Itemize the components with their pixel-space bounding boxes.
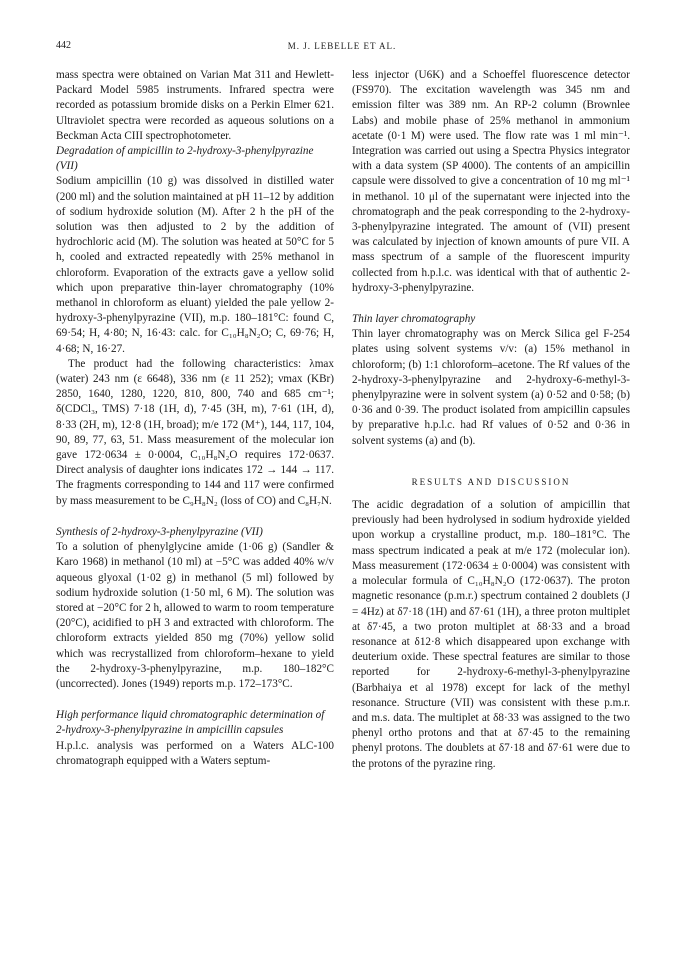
paragraph: The product had the following characteristics: λmax (water) 243 nm (ε 6648), 336 nm (ε 11 252); νmax (KBr) 2850, 1640, 1280, 1220, 810, 800, 740 and 685 cm⁻¹; δ(CDCl₃, TMS) 7·18 (1H, d), 7·45 (3H, m), 7·61 (1H, d), 8·33 (2H, m), 12·8 (1H, broad); m/e 172 (M⁺), 144, 117, 104, 90, 89, 77, 63, 51. Mass measurement of the molecular ion gave 172·0634 ± 0·0004, C₁₀H₈N₂O requires 172·0637. Direct analysis of daughter ions indicates 172 → 144 → 117. The fragments corresponding to 144 and 117 were confirmed by mass measurement to be C₉H₈N₂ (loss of CO) and C₈H₇N. <box>56 357 334 507</box>
paragraph: mass spectra were obtained on Varian Mat 311 and Hewlett-Packard Model 5985 instruments. Infrared spectra were recorded as potassium bromide disks on a Perkin Elmer 621. Ultraviolet spectra were recorded as aqueous solutions on a Beckman Acta CIII spectrophotometer. <box>56 69 334 142</box>
paragraph: Sodium ampicillin (10 g) was dissolved in distilled water (200 ml) and the solution maintained at pH 11–12 by addition of sodium hydroxide solution (M). After 2 h the pH of the solution was then adjusted to 2 by the addition of hydrochloric acid (M). The solution was heated at 50°C for 5 h, cooled and extracted repeatedly with 25% methanol in chloroform. Evaporation of the extracts gave a yellow solid which upon preparative thin-layer chromatography (10% methanol in chloroform as eluant) yielded the pale yellow 2-hydroxy-3-phenylpyrazine (VII), m.p. 180–181°C: found C, 69·54; H, 4·80; N, 16·43: calc. for C₁₀H₈N₂O; C, 69·76; H, 4·68; N, 16·27. <box>56 175 334 355</box>
section-heading: RESULTS AND DISCUSSION <box>411 476 571 487</box>
paragraph: The acidic degradation of a solution of ampicillin that previously had been hydrolysed in sodium hydroxide yielded upon workup a crystalline product, m.p. 180–181°C. The mass spectrum indicated a peak at m/e 172 (molecular ion). Mass measurement (172·0634 ± 0·0004) was consistent with a molecular formula of C₁₀H₈N₂O (172·0637). The proton magnetic resonance (p.m.r.) spectrum contained 2 doublets (J = 4Hz) at δ7·18 (1H) and δ7·61 (1H), a three proton multiplet at δ7·45, a two proton multiplet at δ8·33 and a broad resonance at δ12·8 which disappeared upon exchange with deuterium oxide. These spectral features are similar to those reported for 2-hydroxy-6-methyl-3-phenylpyrazine (Barbhaiya et al 1978) except for lack of the methyl resonance. Structure (VII) was consistent with these p.m.r. and m.s. data. The multiplet at δ8·33 was assigned to the two phenyl ortho protons and that at δ7·45 to the remaining phenyl protons. The doublets at δ7·18 and δ7·61 were due to the protons of the pyrazine ring. <box>352 499 630 770</box>
paragraph: To a solution of phenylglycine amide (1·06 g) (Sandler & Karo 1968) in methanol (10 ml) at −5°C was added 40% w/v aqueous glyoxal (1·02 g) in methanol (5 ml) followed by sodium hydroxide solution (1·50 ml, 6 M). The solution was stored at −20°C for 2 h, allowed to warm to room temperature (20°C), acidified to pH 3 and extracted with chloroform. The chloroform extracts yielded 850 mg (70%) yellow solid which was recrystallized from chloroform–hexane to yield the 2-hydroxy-3-phenylpyrazine, m.p. 180–182°C (uncorrected). Jones (1949) reports m.p. 172–173°C. <box>56 541 334 690</box>
paragraph: Thin layer chromatography was on Merck Silica gel F-254 plates using solvent systems v/v: (a) 15% methanol in chloroform; (b) 1:1 chloroform–acetone. The Rf values of the 2-hydroxy-3-phenylpyrazine and 2-hydroxy-6-methyl-3-phenylpyrazine were in solvent system (a) 0·52 and 0·58; (b) 0·36 and 0·39. The product isolated from ampicillin capsules by preparative h.p.l.c. had Rf values of 0·52 and 0·36 in solvent systems (a) and (b). <box>352 328 630 447</box>
right-column <box>352 68 630 772</box>
section-subheading: High performance liquid chromatographic determination of 2-hydroxy-3-phenylpyrazine in ampicillin capsules <box>56 709 325 737</box>
page-number: 442 <box>56 40 71 51</box>
section-subheading: Degradation of ampicillin to 2-hydroxy-3-phenylpyrazine (VII) <box>56 145 314 173</box>
section-subheading: Thin layer chromatography <box>352 313 476 326</box>
paragraph: H.p.l.c. analysis was performed on a Waters ALC-100 chromatograph equipped with a Waters septum- <box>56 739 334 767</box>
running-head: M. J. LEBELLE ET AL. <box>287 41 397 51</box>
section-subheading: Synthesis of 2-hydroxy-3-phenylpyrazine (VII) <box>56 525 263 538</box>
page-header <box>56 40 628 56</box>
left-column <box>56 68 334 769</box>
paragraph: less injector (U6K) and a Schoeffel fluorescence detector (FS970). The excitation wavelength was 345 nm and emission filter was 389 nm. An RP-2 column (Brownlee Labs) and mobile phase of 25% methanol in ammonium acetate (0·1 M) were used. The flow rate was 1 ml min⁻¹. Integration was carried out using a Spectra Physics integrator with a data system (SP 4000). The contents of an ampicillin capsule were dissolved to give a concentration of 10 mg ml⁻¹ in methanol. 10 μl of the supernatant were injected into the chromatograph and the peak corresponding to the 2-hydroxy-3-phenylpyrazine integrated. The amount of (VII) present was calculated by injection of known amounts of pure VII. A mass spectrum of a sample of the fluorescent impurity collected from h.p.l.c. was identical with that of authentic 2-hydroxy-3-phenylpyrazine. <box>352 69 630 294</box>
